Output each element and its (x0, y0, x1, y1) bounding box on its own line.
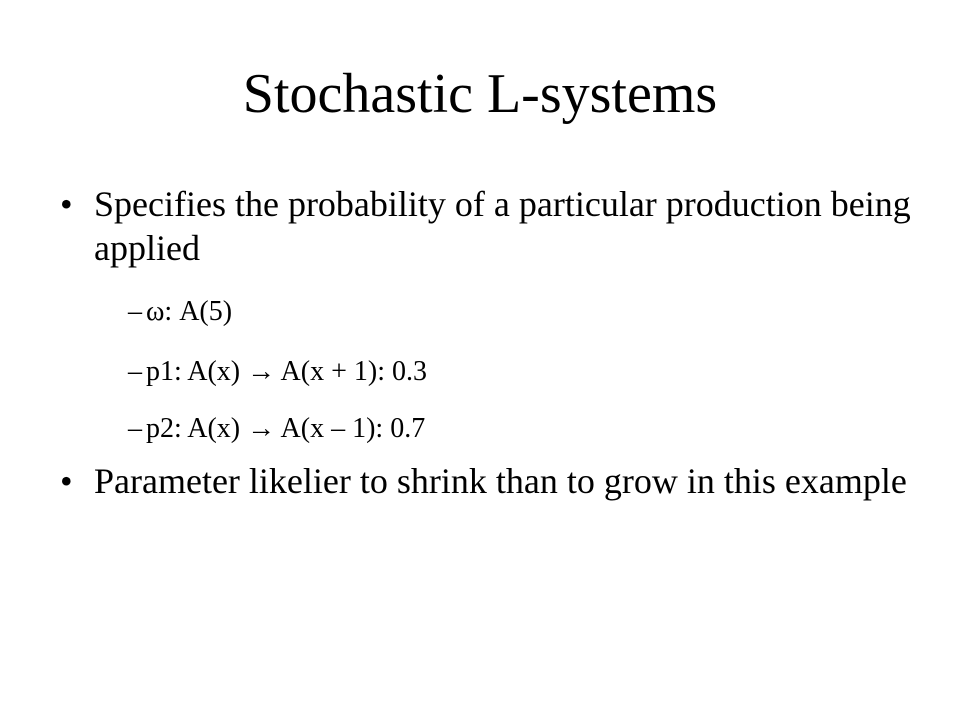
bullet-item (60, 182, 920, 270)
sub-item-dash: – (128, 356, 142, 387)
sub-item-dash: – (128, 296, 142, 327)
bullet-mark: • (60, 461, 73, 501)
sub-item-production-p1 (128, 355, 888, 389)
sub-item-production-p2 (128, 412, 888, 446)
bullet-text: Parameter likelier to shrink than to grow in this example (94, 461, 907, 501)
bullet-text: Specifies the probability of a particular production being applied (94, 184, 911, 268)
sub-item-text: p1: A(x) → A(x + 1): 0.3 (146, 356, 427, 387)
sub-item-axiom (128, 295, 888, 329)
bullet-item (60, 459, 920, 503)
bullet-mark: • (60, 184, 73, 224)
sub-item-text: ω: A(5) (146, 296, 233, 327)
slide-title: Stochastic L-systems (242, 63, 718, 125)
sub-item-text: p2: A(x) → A(x – 1): 0.7 (146, 413, 426, 444)
sub-item-dash: – (128, 413, 142, 444)
